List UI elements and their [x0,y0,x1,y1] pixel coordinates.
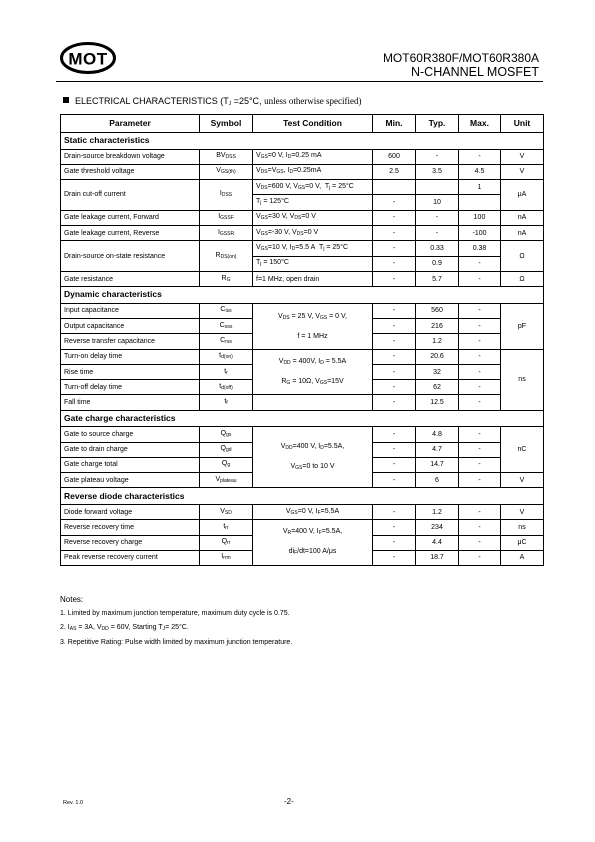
group-static: Static characteristics [61,133,544,150]
table-row: Gate to drain charge $Q_{gd}$ - 4.7 - [61,442,544,457]
group-dynamic: Dynamic characteristics [61,287,544,304]
table-row: Reverse recovery charge $Q_{rr}$ - 4.4 - μC [61,535,544,550]
header-condition: Test Condition [253,115,373,133]
page-number: -2- [284,797,294,806]
table-row: Gate threshold voltage $V_{GS(th)}$ $V_{DS}=V_{GS}$, $I_D=0.25mA$ 2.5 3.5 4.5 V [61,164,544,179]
table-row: Turn-on delay time $t_{d(on)}$ $V_{DD} = 400V$, $I_D = 5.5A$ $R_G = 10\Omega$, $V_{GS}=15V$ - 20.6 - ns [61,349,544,364]
table-row: Diode forward voltage $V_{SD}$ $V_{GS}=0$ V, $I_F=5.5A$ - 1.2 - V [61,504,544,519]
bullet-icon [63,97,69,103]
table-row: $T_j = 150^\circ C$ - 0.9 - [61,256,544,271]
table-row: Gate to source charge $Q_{gs}$ $V_{DD}=400$ V, $I_D=5.5A$, $V_{GS}=0$ to 10 V - 4.8 - nC [61,427,544,442]
section-title: ELECTRICAL CHARACTERISTICS ($T_J =25^\circ C$, unless otherwise specified) [63,96,362,107]
table-row: Reverse recovery time $t_{rr}$ $V_R=400$ V, $I_F=5.5A$, $di_F/dt=100$ A/μs - 234 - ns [61,520,544,535]
header-parameter: Parameter [61,115,200,133]
notes [60,595,292,652]
table-header-row [61,115,544,133]
table-row: Drain cut-off current $I_{DSS}$ $V_{DS}=600$ V, $V_{GS}=0$ V, $T_j = 25^\circ C$ 1 μA [61,180,544,195]
table-row: Drain-source breakdown voltage $BV_{DSS}$ $V_{GS}=0$ V, $I_D=0.25$ mA 600 - - V [61,149,544,164]
table-row: Output capacitance $C_{oss}$ - 216 - [61,318,544,333]
table-row: Drain-source on-state resistance $R_{DS(on)}$ $V_{GS}=10$ V, $I_D=5.5$ A $T_j = 25^\circ C$ - 0.33 0.38 Ω [61,241,544,256]
table-row: Gate plateau voltage $V_{plateau}$ - 6 - V [61,473,544,488]
table-row: Gate charge total $Q_g$ - 14.7 - [61,457,544,472]
note-2: 2. $I_{AS} = 3A$, $V_{DD} = 60V$, Starting $T_J= 25^\circ C$. [60,624,189,632]
note-3: 3. Repetitive Rating: Pulse width limited by maximum junction temperature. [60,639,293,646]
header-max: Max. [459,115,501,133]
table-row: Fall time $t_f$ - 12.5 - [61,395,544,410]
table-row: Peak reverse recovery current $I_{rrm}$ - 18.7 - A [61,550,544,565]
header-min: Min. [373,115,416,133]
table-row: Rise time $t_r$ - 32 - [61,364,544,379]
table-row: Gate leakage current, Reverse $I_{GSSR}$ $V_{GS}=-30$ V, $V_{DS}=0$ V - - -100 nA [61,225,544,240]
mot-logo [60,42,116,74]
table-row: Gate leakage current, Forward $I_{GSSF}$ $V_{GS}=30$ V, $V_{DS}=0$ V - - 100 nA [61,210,544,225]
part-number: MOT60R380F/MOT60R380A [382,51,539,65]
group-gate-charge: Gate charge characteristics [61,410,544,427]
note-1: 1. Limited by maximum junction temperature, maximum duty cycle is 0.75. [60,610,290,617]
header-symbol: Symbol [200,115,253,133]
device-type: N-CHANNEL MOSFET [410,65,539,79]
table-row: Turn-off delay time $t_{d(off)}$ - 62 - [61,380,544,395]
table-row: $T_j = 125^\circ C$ - 10 [61,195,544,210]
notes-title: Notes: [60,595,84,604]
header-unit: Unit [501,115,544,133]
table-row: Input capacitance $C_{iss}$ $V_{DS} = 25$ V, $V_{GS} = 0$ V, f = 1 MHz - 560 - pF [61,303,544,318]
header-rule [56,81,543,82]
electrical-characteristics-table [60,114,544,566]
table-row: Gate resistance $R_G$ f=1 MHz, open drain - 5.7 - Ω [61,271,544,286]
table-row: Reverse transfer capacitance $C_{rss}$ - 1.2 - [61,334,544,349]
header-typ: Typ. [416,115,459,133]
logo-text: MOT [68,49,108,69]
group-diode: Reverse diode characteristics [61,488,544,505]
revision: Rev. 1.0 [63,800,84,806]
